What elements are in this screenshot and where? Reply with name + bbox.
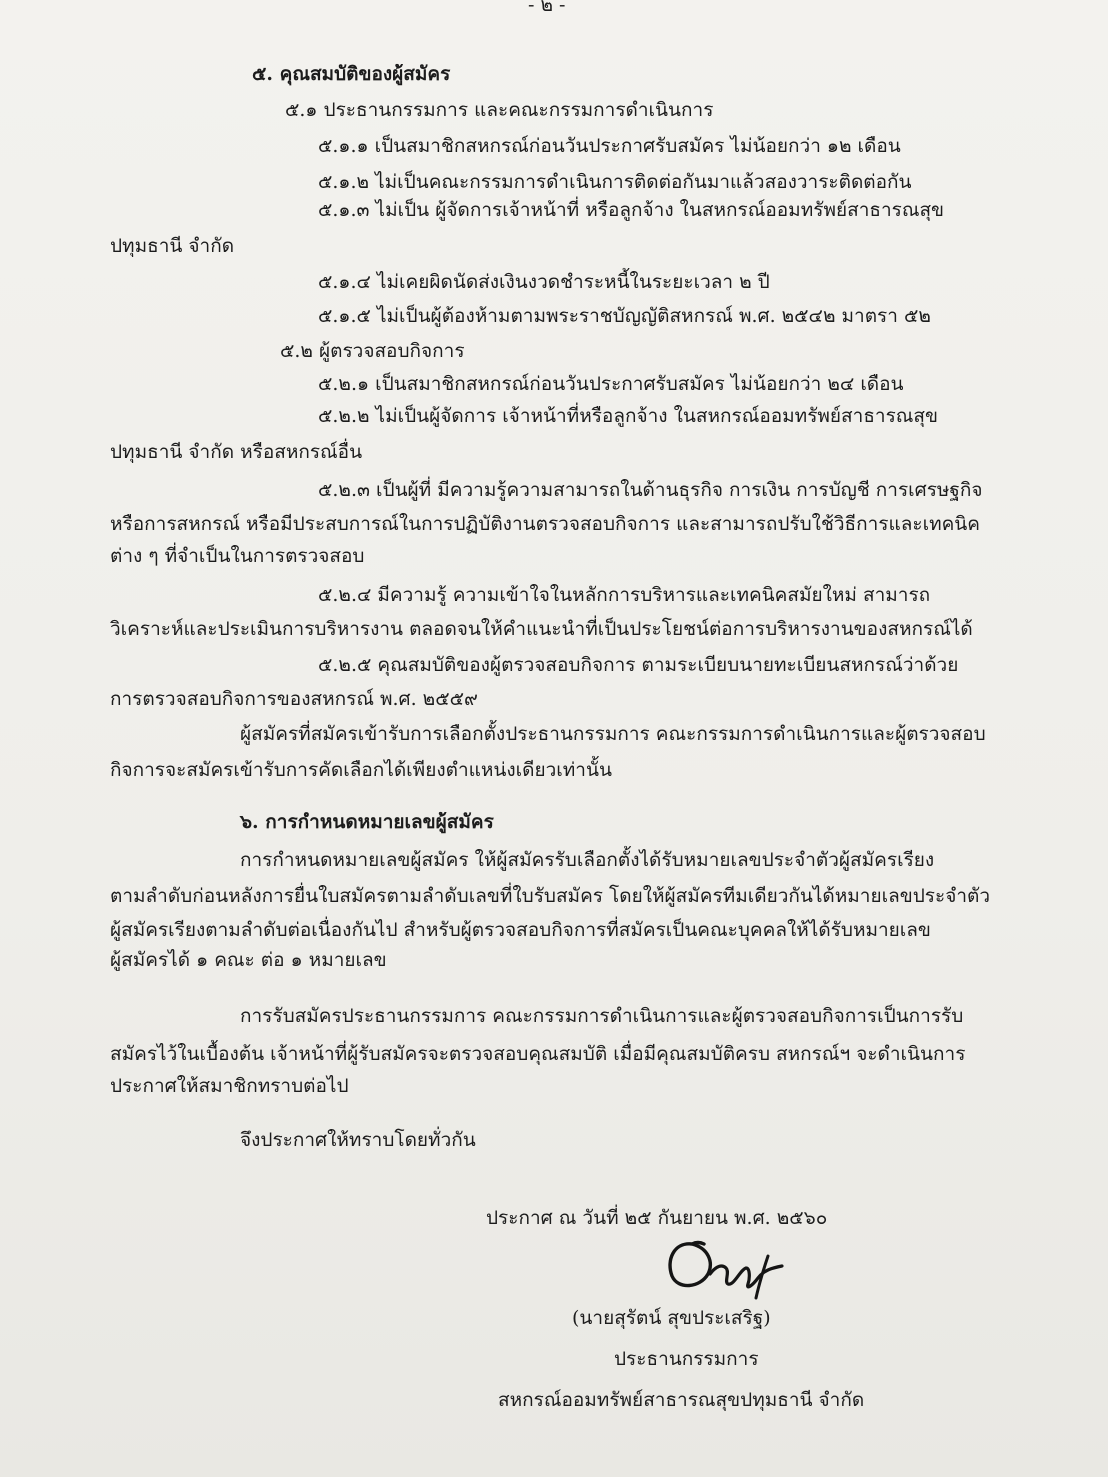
clause-5-2-1: ๕.๒.๑ เป็นสมาชิกสหกรณ์ก่อนวันประกาศรับสมัคร ไม่น้อยกว่า ๒๔ เดือน xyxy=(318,373,904,395)
clause-5-1-3-cont: ปทุมธานี จำกัด xyxy=(110,235,235,257)
closing-para-3: ประกาศให้สมาชิกทราบต่อไป xyxy=(110,1075,349,1097)
clause-5-2-5-cont: การตรวจสอบกิจการของสหกรณ์ พ.ศ. ๒๕๕๙ xyxy=(110,688,478,710)
section-6-heading: ๖. การกำหนดหมายเลขผู้สมัคร xyxy=(240,811,494,833)
clause-5-2-4: ๕.๒.๔ มีความรู้ ความเข้าใจในหลักการบริหารและเทคนิคสมัยใหม่ สามารถ xyxy=(318,584,931,606)
closing-para-2: สมัครไว้ในเบื้องต้น เจ้าหน้าที่ผู้รับสมัครจะตรวจสอบคุณสมบัติ เมื่อมีคุณสมบัติครบ สหกรณ์ฯ จะดำเนินการ xyxy=(110,1043,966,1065)
section-6-para-2: ตามลำดับก่อนหลังการยื่นใบสมัครตามลำดับเลขที่ใบรับสมัคร โดยให้ผู้สมัครทีมเดียวกันได้หมายเลขประจำตัว xyxy=(110,885,991,907)
clause-5-2-2-cont: ปทุมธานี จำกัด หรือสหกรณ์อื่น xyxy=(110,441,363,463)
section-6-para-3: ผู้สมัครเรียงตามลำดับต่อเนื่องกันไป สำหรับผู้ตรวจสอบกิจการที่สมัครเป็นคณะบุคคลให้ได้รับหมายเลข xyxy=(110,919,931,941)
announcement-closing: จึงประกาศให้ทราบโดยทั่วกัน xyxy=(240,1129,476,1151)
note-paragraph-cont: กิจการจะสมัครเข้ารับการคัดเลือกได้เพียงตำแหน่งเดียวเท่านั้น xyxy=(110,759,612,781)
section-5-2-heading: ๕.๒ ผู้ตรวจสอบกิจการ xyxy=(280,340,465,362)
closing-para-1: การรับสมัครประธานกรรมการ คณะกรรมการดำเนินการและผู้ตรวจสอบกิจการเป็นการรับ xyxy=(240,1005,964,1027)
clause-5-1-1: ๕.๑.๑ เป็นสมาชิกสหกรณ์ก่อนวันประกาศรับสมัคร ไม่น้อยกว่า ๑๒ เดือน xyxy=(318,135,901,157)
clause-5-1-3: ๕.๑.๓ ไม่เป็น ผู้จัดการเจ้าหน้าที่ หรือลูกจ้าง ในสหกรณ์ออมทรัพย์สาธารณสุข xyxy=(318,199,945,221)
section-6-para-1: การกำหนดหมายเลขผู้สมัคร ให้ผู้สมัครรับเลือกตั้งได้รับหมายเลขประจำตัวผู้สมัครเรียง xyxy=(240,849,935,871)
announcement-date: ประกาศ ณ วันที่ ๒๕ กันยายน พ.ศ. ๒๕๖๐ xyxy=(486,1207,828,1229)
section-5-1-heading: ๕.๑ ประธานกรรมการ และคณะกรรมการดำเนินการ xyxy=(285,99,714,121)
clause-5-2-2: ๕.๒.๒ ไม่เป็นผู้จัดการ เจ้าหน้าที่หรือลูกจ้าง ในสหกรณ์ออมทรัพย์สาธารณสุข xyxy=(318,405,939,427)
page-number: - ๒ - xyxy=(528,0,566,16)
clause-5-1-2: ๕.๑.๒ ไม่เป็นคณะกรรมการดำเนินการติดต่อกันมาแล้วสองวาระติดต่อกัน xyxy=(318,171,912,193)
clause-5-1-5: ๕.๑.๕ ไม่เป็นผู้ต้องห้ามตามพระราชบัญญัติสหกรณ์ พ.ศ. ๒๕๔๒ มาตรา ๕๒ xyxy=(318,305,931,327)
section-5-heading: ๕. คุณสมบัติของผู้สมัคร xyxy=(252,63,451,85)
clause-5-2-3-cont-2: ต่าง ๆ ที่จำเป็นในการตรวจสอบ xyxy=(110,545,365,567)
clause-5-1-4: ๕.๑.๔ ไม่เคยผิดนัดส่งเงินงวดชำระหนี้ในระยะเวลา ๒ ปี xyxy=(318,271,770,293)
clause-5-2-4-cont: วิเคราะห์และประเมินการบริหารงาน ตลอดจนให้คำแนะนำที่เป็นประโยชน์ต่อการบริหารงานของสหกรณ์ได้ xyxy=(110,618,973,640)
clause-5-2-5: ๕.๒.๕ คุณสมบัติของผู้ตรวจสอบกิจการ ตามระเบียบนายทะเบียนสหกรณ์ว่าด้วย xyxy=(318,654,959,676)
clause-5-2-3: ๕.๒.๓ เป็นผู้ที่ มีความรู้ความสามารถในด้านธุรกิจ การเงิน การบัญชี การเศรษฐกิจ xyxy=(318,479,983,501)
note-paragraph: ผู้สมัครที่สมัครเข้ารับการเลือกตั้งประธานกรรมการ คณะกรรมการดำเนินการและผู้ตรวจสอบ xyxy=(240,723,986,745)
signatory-name: (นายสุรัตน์ สุขประเสริฐ) xyxy=(572,1307,771,1329)
section-6-para-4: ผู้สมัครได้ ๑ คณะ ต่อ ๑ หมายเลข xyxy=(110,949,387,971)
clause-5-2-3-cont-1: หรือการสหกรณ์ หรือมีประสบการณ์ในการปฏิบัติงานตรวจสอบกิจการ และสามารถปรับใช้วิธีการและเทคนิค xyxy=(110,513,981,535)
signature xyxy=(660,1238,800,1308)
signatory-title: ประธานกรรมการ xyxy=(614,1348,759,1370)
organization-name: สหกรณ์ออมทรัพย์สาธารณสุขปทุมธานี จำกัด xyxy=(498,1389,865,1411)
